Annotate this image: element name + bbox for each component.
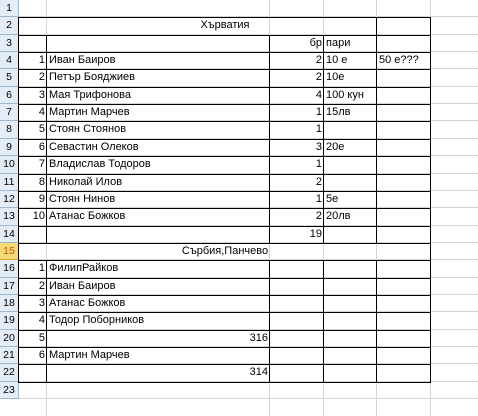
table-border — [19, 35, 431, 36]
cell-name[interactable]: ФилипРайков — [49, 262, 119, 274]
table-border — [323, 260, 324, 383]
cell-note[interactable] — [377, 174, 431, 192]
cell-index[interactable]: 7 — [38, 158, 45, 170]
cell-note[interactable] — [377, 35, 431, 53]
table-border — [430, 260, 431, 383]
cell-count[interactable] — [270, 330, 324, 348]
cell-index[interactable] — [19, 364, 47, 382]
cell-index[interactable] — [19, 226, 47, 244]
cell-index[interactable]: 1 — [38, 54, 45, 66]
cell-note[interactable] — [377, 278, 431, 296]
cell-money[interactable] — [324, 295, 377, 313]
cell-note[interactable] — [377, 156, 431, 174]
row-header[interactable]: 12 — [0, 191, 19, 208]
cell-name[interactable]: Мартин Марчев — [49, 349, 130, 361]
cell-money[interactable]: 20лв — [326, 210, 351, 222]
row-header[interactable]: 6 — [0, 87, 19, 104]
table-border — [19, 208, 431, 209]
cell-index[interactable]: 6 — [38, 141, 45, 153]
table-border — [19, 226, 431, 227]
cell-count[interactable]: 1 — [315, 123, 322, 135]
cell-money[interactable] — [324, 382, 377, 400]
cell-index[interactable]: 4 — [38, 314, 45, 326]
row-header[interactable]: 21 — [0, 347, 19, 364]
row-header[interactable]: 3 — [0, 35, 19, 52]
cell-money[interactable] — [324, 330, 377, 348]
row-header[interactable]: 11 — [0, 174, 19, 191]
cell-name[interactable] — [47, 0, 270, 18]
section-title[interactable]: Сърбия,Панчево — [181, 245, 269, 257]
cell-count[interactable]: 1 — [315, 158, 322, 170]
cell-count[interactable] — [270, 260, 324, 278]
cell-name[interactable] — [47, 226, 270, 244]
cell-name[interactable]: Владислав Тодоров — [49, 158, 151, 170]
row-header[interactable]: 22 — [0, 364, 19, 382]
cell-name[interactable]: Стоян Нинов — [49, 193, 116, 205]
cell-index[interactable] — [19, 382, 47, 400]
row-header[interactable]: 1 — [0, 0, 19, 17]
cell-index[interactable]: 4 — [38, 106, 45, 118]
table-border — [269, 260, 270, 383]
row-header[interactable]: 13 — [0, 208, 19, 226]
cell-count[interactable]: 2 — [315, 71, 322, 83]
cell-money[interactable] — [324, 121, 377, 139]
cell-note[interactable] — [377, 121, 431, 139]
cell-note[interactable] — [377, 330, 431, 348]
table-border — [19, 295, 431, 296]
cell-note[interactable] — [377, 312, 431, 330]
cell-money[interactable]: пари — [326, 37, 351, 49]
cell-count[interactable] — [270, 295, 324, 313]
row-header[interactable]: 23 — [0, 382, 19, 399]
table-border — [19, 382, 431, 383]
table-border — [430, 243, 431, 261]
table-border — [269, 35, 270, 244]
row-header[interactable]: 9 — [0, 139, 19, 156]
table-border — [19, 243, 431, 244]
cell-count[interactable]: 2 — [315, 54, 322, 66]
row-header[interactable]: 18 — [0, 295, 19, 312]
table-border — [18, 243, 19, 261]
cell-index[interactable]: 5 — [38, 332, 45, 344]
cell-money[interactable]: 10е — [326, 71, 345, 83]
cell-count[interactable]: 2 — [315, 176, 322, 188]
cell-index[interactable]: 6 — [38, 349, 45, 361]
section-title[interactable]: Хърватия — [200, 19, 250, 31]
cell-note[interactable]: 50 е??? — [379, 54, 419, 66]
row-header[interactable]: 4 — [0, 52, 19, 69]
cell-name[interactable]: Мартин Марчев — [49, 106, 130, 118]
cell-note[interactable] — [377, 364, 431, 382]
cell-count[interactable] — [270, 0, 324, 18]
cell-count[interactable] — [270, 382, 324, 400]
cell-count[interactable]: 3 — [315, 141, 322, 153]
row-header[interactable]: 2 — [0, 17, 19, 35]
row-header[interactable]: 20 — [0, 330, 19, 347]
table-border — [19, 52, 431, 53]
cell-index[interactable]: 5 — [38, 123, 45, 135]
cell-money[interactable]: 5е — [326, 193, 339, 205]
cell-money[interactable] — [324, 0, 377, 18]
cell-name[interactable]: Севастин Олеков — [49, 141, 139, 153]
cell-money[interactable]: 15лв — [326, 106, 351, 118]
table-border — [19, 17, 431, 18]
cell-money[interactable]: 100 кун — [326, 89, 364, 101]
row-header[interactable]: 16 — [0, 260, 19, 278]
cell-money[interactable]: 20е — [326, 141, 345, 153]
table-border — [376, 17, 377, 36]
row-header[interactable]: 7 — [0, 104, 19, 121]
cell-name[interactable]: Атанас Божков — [49, 210, 126, 222]
cell-note[interactable] — [377, 382, 431, 400]
cell-name[interactable]: 316 — [249, 332, 268, 344]
cell-note[interactable] — [377, 139, 431, 157]
row-header[interactable]: 19 — [0, 312, 19, 330]
cell-count[interactable] — [270, 312, 324, 330]
row-header[interactable]: 17 — [0, 278, 19, 295]
cell-note[interactable] — [377, 226, 431, 244]
table-border — [19, 312, 431, 313]
table-border — [430, 35, 431, 244]
cell-count[interactable] — [270, 364, 324, 382]
table-border — [19, 191, 431, 192]
cell-money[interactable] — [324, 312, 377, 330]
cell-count[interactable] — [270, 278, 324, 296]
table-border — [19, 330, 431, 331]
table-border — [19, 174, 431, 175]
table-border — [19, 139, 431, 140]
table-border — [323, 35, 324, 244]
cell-note[interactable] — [377, 0, 431, 18]
cell-index[interactable]: 1 — [38, 262, 45, 274]
table-border — [19, 260, 431, 261]
cell-name[interactable] — [47, 35, 270, 53]
cell-name[interactable]: Петър Бояджиев — [49, 71, 135, 83]
table-border — [19, 347, 431, 348]
table-border — [19, 156, 431, 157]
cell-index[interactable]: 8 — [38, 176, 45, 188]
table-border — [46, 260, 47, 383]
cell-note[interactable] — [377, 191, 431, 209]
cell-index[interactable]: 2 — [38, 280, 45, 292]
cell-money[interactable] — [324, 364, 377, 382]
table-border — [19, 87, 431, 88]
cell-money[interactable] — [324, 174, 377, 192]
table-border — [19, 278, 431, 279]
cell-name[interactable]: Иван Баиров — [49, 54, 116, 66]
cell-count[interactable] — [270, 347, 324, 365]
row-header[interactable]: 10 — [0, 156, 19, 174]
cell-count[interactable]: 2 — [315, 210, 322, 222]
table-border — [19, 364, 431, 365]
cell-name[interactable] — [47, 382, 270, 400]
cell-note[interactable] — [377, 208, 431, 226]
cell-name[interactable]: Мая Трифонова — [49, 89, 131, 101]
cell-name[interactable]: Тодор Поборников — [49, 314, 145, 326]
cell-index[interactable]: 3 — [38, 297, 45, 309]
table-border — [376, 260, 377, 383]
cell-count[interactable]: 1 — [315, 106, 322, 118]
table-border — [19, 121, 431, 122]
cell-index[interactable]: 10 — [32, 210, 45, 222]
cell-count[interactable]: 19 — [309, 228, 322, 240]
cell-name[interactable]: 314 — [249, 366, 268, 378]
cell-money[interactable] — [324, 278, 377, 296]
cell-money[interactable] — [324, 260, 377, 278]
cell-note[interactable] — [377, 260, 431, 278]
cell-index[interactable] — [19, 35, 47, 53]
cell-index[interactable]: 9 — [38, 193, 45, 205]
cell-note[interactable] — [377, 104, 431, 122]
table-border — [19, 69, 431, 70]
table-border — [18, 17, 19, 36]
cell-count[interactable]: 1 — [315, 193, 322, 205]
cell-note[interactable] — [377, 87, 431, 105]
cell-note[interactable] — [377, 347, 431, 365]
cell-money[interactable]: 10 е — [326, 54, 348, 66]
cell-note[interactable] — [377, 69, 431, 87]
row-header[interactable]: 15 — [0, 243, 19, 260]
table-border — [18, 260, 19, 383]
cell-name[interactable]: Иван Баиров — [49, 280, 116, 292]
cell-money[interactable] — [324, 156, 377, 174]
cell-index[interactable] — [19, 0, 47, 18]
table-border — [376, 35, 377, 244]
table-border — [46, 35, 47, 244]
cell-money[interactable] — [324, 226, 377, 244]
cell-name[interactable]: Стоян Стоянов — [49, 123, 127, 135]
cell-name[interactable]: Николай Илов — [49, 176, 123, 188]
cell-count[interactable]: 4 — [315, 89, 322, 101]
table-border — [430, 17, 431, 36]
cell-money[interactable] — [324, 347, 377, 365]
cell-count[interactable]: бр — [309, 37, 322, 49]
table-border — [19, 104, 431, 105]
cell-name[interactable]: Атанас Божков — [49, 297, 126, 309]
cell-note[interactable] — [377, 295, 431, 313]
cell-index[interactable]: 2 — [38, 71, 45, 83]
table-border — [18, 35, 19, 244]
row-header[interactable]: 14 — [0, 226, 19, 243]
row-header[interactable]: 8 — [0, 121, 19, 139]
cell-index[interactable]: 3 — [38, 89, 45, 101]
row-header[interactable]: 5 — [0, 69, 19, 87]
